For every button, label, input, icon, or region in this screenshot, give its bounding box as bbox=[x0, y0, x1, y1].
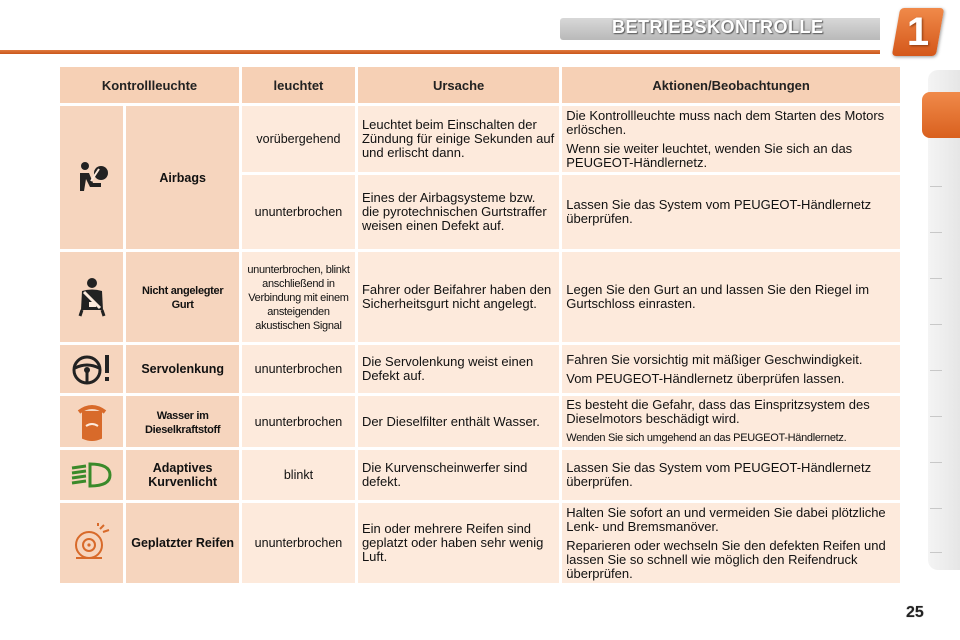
chapter-tab-active[interactable] bbox=[922, 92, 960, 138]
power-steering-label: Servolenkung bbox=[126, 345, 239, 393]
table-row-airbags-temporary bbox=[60, 106, 900, 172]
airbag-icon bbox=[71, 157, 113, 199]
airbag-icon-cell bbox=[60, 106, 123, 249]
table-row-burst-tyre bbox=[60, 503, 900, 583]
burst-tyre-action-1: Halten Sie sofort an und vermeiden Sie dabei plötzliche Lenk- und Bremsmanöver. bbox=[566, 504, 886, 534]
power-steering-action-1: Fahren Sie vorsichtig mit mäßiger Geschwindigkeit. bbox=[566, 351, 863, 367]
page-number: 25 bbox=[906, 604, 924, 621]
airbags-cause-continuous: Eines der Airbagsysteme bzw. die pyrotechnischen Gurtstraffer weisen einen Defekt auf. bbox=[358, 175, 559, 249]
burst-tyre-lit: ununterbrochen bbox=[242, 503, 355, 583]
power-steering-action-2: Vom PEUGEOT-Händlernetz überprüfen lassen. bbox=[566, 370, 845, 386]
airbags-action-2: Wenn sie weiter leuchtet, wenden Sie sich an das PEUGEOT-Händlernetz. bbox=[566, 140, 853, 170]
burst-tyre-label: Geplatzter Reifen bbox=[126, 503, 239, 583]
power-steering-cause: Die Servolenkung weist einen Defekt auf. bbox=[358, 345, 559, 393]
water-in-diesel-label-text: Wasser im Dieselkraftstoff bbox=[145, 409, 221, 436]
tab-divider bbox=[930, 278, 942, 279]
seatbelt-label-text: Nicht angelegter Gurt bbox=[141, 285, 224, 311]
water-in-diesel-icon bbox=[75, 402, 109, 442]
water-in-diesel-action-2: Wenden Sie sich umgehend an das PEUGEOT-Händlernetz. bbox=[566, 432, 847, 444]
airbags-cause-temporary: Leuchtet beim Einschalten der Zündung für einige Sekunden auf und erlischt dann. bbox=[358, 106, 559, 172]
seatbelt-icon-cell bbox=[60, 252, 123, 342]
adaptive-headlamp-cause: Die Kurvenscheinwerfer sind defekt. bbox=[358, 450, 559, 500]
seatbelt-label bbox=[126, 252, 239, 342]
tab-divider bbox=[930, 186, 942, 187]
seatbelt-action: Legen Sie den Gurt an und lassen Sie den Riegel im Gurtschloss einrasten. bbox=[562, 252, 900, 342]
chapter-tabs[interactable] bbox=[928, 70, 960, 570]
chapter-number: 1 bbox=[906, 10, 930, 54]
tab-divider bbox=[930, 416, 942, 417]
seatbelt-lit-cell bbox=[242, 252, 355, 342]
tab-divider bbox=[930, 370, 942, 371]
steering-icon-cell bbox=[60, 345, 123, 393]
tab-divider bbox=[930, 462, 942, 463]
power-steering-actions bbox=[562, 345, 900, 393]
power-steering-lit: ununterbrochen bbox=[242, 345, 355, 393]
water-in-diesel-label bbox=[126, 396, 239, 447]
table-row-adaptive-headlamp bbox=[60, 450, 900, 500]
tab-divider bbox=[930, 324, 942, 325]
tab-divider bbox=[930, 232, 942, 233]
header-rule bbox=[0, 50, 880, 54]
adaptive-headlamp-action: Lassen Sie das System vom PEUGEOT-Händlernetz überprüfen. bbox=[562, 450, 900, 500]
water-in-diesel-actions bbox=[562, 396, 900, 447]
adaptive-headlamp-lit: blinkt bbox=[242, 450, 355, 500]
table-header-row bbox=[60, 67, 900, 103]
tab-divider bbox=[930, 508, 942, 509]
burst-tyre-action-2: Reparieren oder wechseln Sie den defekten Reifen und lassen Sie so schnell wie möglich den Reifendruck überprüfen. bbox=[566, 537, 886, 581]
airbags-actions-temporary bbox=[562, 106, 900, 172]
adaptive-headlamp-icon bbox=[70, 460, 114, 490]
warning-lights-table bbox=[57, 64, 903, 586]
tab-divider bbox=[930, 552, 942, 553]
burst-tyre-actions bbox=[562, 503, 900, 583]
column-header-lit: leuchtet bbox=[242, 67, 355, 103]
adaptive-headlamp-label: Adaptives Kurvenlicht bbox=[126, 450, 239, 500]
seatbelt-cause: Fahrer oder Beifahrer haben den Sicherheitsgurt nicht angelegt. bbox=[358, 252, 559, 342]
airbags-lit-continuous: ununterbrochen bbox=[242, 175, 355, 249]
water-in-diesel-action-1: Es besteht die Gefahr, dass das Einspritzsystem des Dieselmotors beschädigt wird. bbox=[566, 397, 870, 426]
table-row-water-in-diesel bbox=[60, 396, 900, 447]
burst-tyre-cause: Ein oder mehrere Reifen sind geplatzt oder haben sehr wenig Luft. bbox=[358, 503, 559, 583]
seatbelt-lit: ununterbrochen, blinkt anschließend in Verbindung mit einem ansteigenden akustischen Signal bbox=[247, 264, 350, 332]
water-in-diesel-cause: Der Dieselfilter enthält Wasser. bbox=[358, 396, 559, 447]
steering-warning-icon bbox=[71, 352, 113, 386]
water-in-diesel-lit: ununterbrochen bbox=[242, 396, 355, 447]
airbags-action-continuous: Lassen Sie das System vom PEUGEOT-Händlernetz überprüfen. bbox=[562, 175, 900, 249]
column-header-cause: Ursache bbox=[358, 67, 559, 103]
page-title: BETRIEBSKONTROLLE bbox=[612, 17, 824, 37]
column-header-actions: Aktionen/Beobachtungen bbox=[562, 67, 900, 103]
airbags-lit-temporary: vorübergehend bbox=[242, 106, 355, 172]
airbags-label: Airbags bbox=[126, 106, 239, 249]
table-row-seatbelt bbox=[60, 252, 900, 342]
airbags-action-1: Die Kontrollleuchte muss nach dem Starten des Motors erlöschen. bbox=[566, 107, 885, 137]
seatbelt-icon bbox=[72, 276, 112, 318]
table-row-power-steering bbox=[60, 345, 900, 393]
water-icon-cell bbox=[60, 396, 123, 447]
tyre-icon-cell bbox=[60, 503, 123, 583]
headlamp-icon-cell bbox=[60, 450, 123, 500]
column-header-warning-light: Kontrollleuchte bbox=[60, 67, 239, 103]
burst-tyre-icon bbox=[72, 523, 112, 563]
